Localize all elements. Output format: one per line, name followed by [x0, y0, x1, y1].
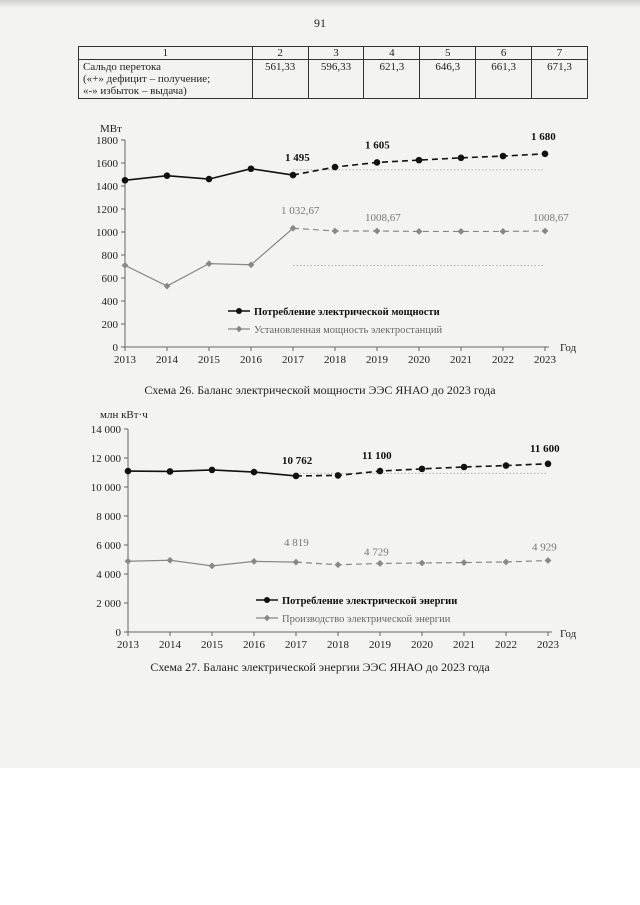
table-cell: 621,3: [364, 60, 420, 99]
y-axis-label: МВт: [100, 123, 122, 135]
data-point: [374, 228, 381, 235]
x-tick-label: 2018: [324, 354, 346, 366]
chart-caption: Схема 26. Баланс электрической мощности ЭЭС ЯНАО до 2023 года: [144, 383, 496, 397]
table-cell: 596,33: [308, 60, 364, 99]
data-point: [209, 467, 216, 474]
table-header-cell: 6: [476, 47, 532, 60]
data-point: [125, 468, 132, 475]
data-label: 10 762: [282, 454, 313, 467]
data-point: [503, 559, 510, 566]
data-point: [503, 462, 510, 469]
data-point: [377, 560, 384, 567]
data-label: 11 100: [362, 450, 392, 463]
data-point: [458, 155, 465, 162]
y-tick-label: 12 000: [90, 453, 121, 465]
data-point: [164, 172, 171, 179]
data-label: 1008,67: [365, 212, 401, 225]
data-point: [335, 472, 342, 479]
data-point: [209, 562, 216, 569]
y-tick-label: 0: [112, 342, 118, 354]
table-header-cell: 7: [532, 47, 588, 60]
data-point: [206, 176, 213, 183]
y-tick-label: 200: [101, 319, 118, 331]
data-point: [374, 159, 381, 166]
x-tick-label: 2013: [117, 639, 139, 651]
table-header-cell: 5: [420, 47, 476, 60]
x-tick-label: 2023: [537, 639, 559, 651]
x-tick-label: 2022: [492, 354, 514, 366]
x-tick-label: 2022: [495, 639, 517, 651]
legend-label: Потребление электрической энергии: [282, 596, 458, 607]
legend-marker: [264, 597, 270, 603]
table-header-cell: 3: [308, 47, 364, 60]
data-label: 1 495: [285, 152, 310, 165]
data-point: [251, 469, 258, 476]
row-label-line: («+» дефицит – получение;: [83, 73, 211, 85]
x-tick-label: 2014: [156, 354, 178, 366]
y-tick-label: 400: [101, 296, 118, 308]
x-tick-label: 2019: [366, 354, 388, 366]
y-tick-label: 8 000: [96, 511, 121, 523]
series-line-actual: [125, 228, 293, 286]
row-label-line: «-» избыток – выдача): [83, 85, 187, 97]
x-tick-label: 2017: [282, 354, 304, 366]
y-tick-label: 4 000: [96, 569, 121, 581]
x-tick-label: 2021: [450, 354, 472, 366]
x-tick-label: 2017: [285, 639, 307, 651]
data-point: [248, 165, 255, 172]
y-tick-label: 1600: [96, 158, 118, 170]
y-tick-label: 6 000: [96, 540, 121, 552]
data-label: 4 819: [284, 537, 309, 550]
page-number: 91: [314, 16, 326, 30]
data-point: [332, 164, 339, 171]
x-tick-label: 2021: [453, 639, 475, 651]
legend-label: Установленная мощность электростанций: [254, 325, 443, 336]
data-point: [545, 557, 552, 564]
data-point: [461, 559, 468, 566]
x-tick-label: 2020: [411, 639, 433, 651]
x-tick-label: 2016: [240, 354, 262, 366]
y-tick-label: 2 000: [96, 598, 121, 610]
scan-edge-shadow: [0, 0, 640, 8]
x-tick-label: 2014: [159, 639, 181, 651]
x-axis-label: Год: [560, 628, 577, 640]
x-tick-label: 2020: [408, 354, 430, 366]
data-point: [542, 151, 549, 158]
data-point: [332, 228, 339, 235]
power-flow-table: [78, 46, 588, 99]
x-tick-label: 2018: [327, 639, 349, 651]
data-point: [164, 283, 171, 290]
data-point: [167, 557, 174, 564]
table-cell: 646,3: [420, 60, 476, 99]
x-tick-label: 2023: [534, 354, 556, 366]
data-label: 11 600: [530, 442, 560, 455]
data-point: [293, 559, 300, 566]
data-point: [500, 153, 507, 160]
y-tick-label: 1200: [96, 204, 118, 216]
x-axis-label: Год: [560, 342, 577, 354]
x-tick-label: 2013: [114, 354, 136, 366]
legend-marker: [264, 615, 270, 621]
data-point: [122, 177, 129, 184]
y-tick-label: 1000: [96, 227, 118, 239]
y-tick-label: 14 000: [90, 424, 121, 436]
data-point: [500, 228, 507, 235]
y-tick-label: 0: [115, 627, 121, 639]
x-tick-label: 2015: [201, 639, 223, 651]
table-header-cell: 4: [364, 47, 420, 60]
y-axis-label: млн кВт·ч: [100, 409, 148, 421]
data-point: [416, 228, 423, 235]
y-tick-label: 10 000: [90, 482, 121, 494]
data-label: 4 929: [532, 541, 557, 554]
data-point: [542, 228, 549, 235]
data-point: [293, 473, 300, 480]
y-tick-label: 1800: [96, 135, 118, 147]
data-label: 1 680: [531, 130, 556, 143]
data-point: [206, 260, 213, 267]
data-point: [461, 464, 468, 471]
legend-label: Производство электрической энергии: [282, 614, 451, 625]
y-tick-label: 1400: [96, 181, 118, 193]
table-cell: 661,3: [476, 60, 532, 99]
data-point: [416, 157, 423, 164]
x-tick-label: 2015: [198, 354, 220, 366]
data-label: 1 605: [365, 139, 390, 152]
row-label-line: Сальдо перетока: [83, 61, 162, 73]
data-point: [122, 262, 129, 269]
data-point: [167, 468, 174, 475]
data-point: [290, 172, 297, 179]
table-cell: 561,33: [252, 60, 308, 99]
power-balance-chart: [0, 118, 640, 383]
data-label: 4 729: [364, 546, 389, 559]
data-point: [335, 561, 342, 568]
data-point: [419, 560, 426, 567]
table-header-row: [79, 47, 588, 60]
legend-marker: [236, 326, 242, 332]
x-tick-label: 2016: [243, 639, 265, 651]
data-label: 1008,67: [533, 212, 569, 225]
legend-marker: [236, 308, 242, 314]
table-row: [79, 60, 588, 99]
legend-label: Потребление электрической мощности: [254, 307, 440, 318]
data-point: [377, 468, 384, 475]
data-point: [545, 461, 552, 468]
y-tick-label: 800: [101, 250, 118, 262]
table-header-cell: 1: [79, 47, 253, 60]
data-point: [419, 466, 426, 473]
data-point: [125, 558, 132, 565]
data-point: [251, 558, 258, 565]
chart-caption: Схема 27. Баланс электрической энергии ЭЭС ЯНАО до 2023 года: [150, 660, 490, 674]
table-cell: 671,3: [532, 60, 588, 99]
data-label: 1 032,67: [281, 205, 320, 218]
data-point: [458, 228, 465, 235]
energy-balance-chart: [0, 405, 640, 653]
x-tick-label: 2019: [369, 639, 391, 651]
y-tick-label: 600: [101, 273, 118, 285]
row-label: [79, 60, 253, 99]
table-header-cell: 2: [252, 47, 308, 60]
